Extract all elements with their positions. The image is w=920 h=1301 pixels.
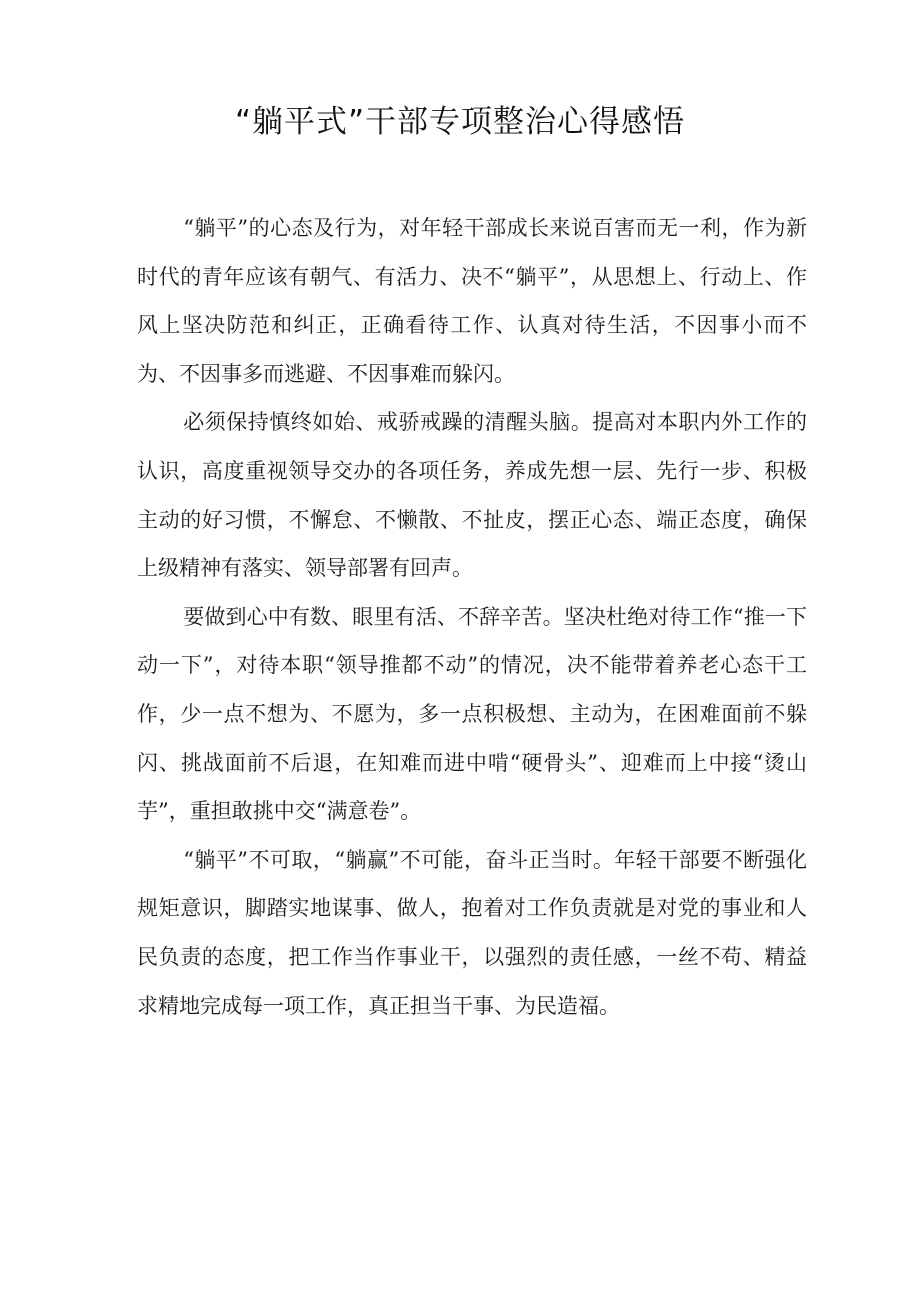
document-body bbox=[137, 204, 807, 1030]
paragraph-1: “躺平”的心态及行为，对年轻干部成长来说百害而无一利，作为新时代的青年应该有朝气、有活力、决不“躺平”，从思想上、行动上、作风上坚决防范和纠正，正确看待工作、认真对待生活，不因事小而不为、不因事多而逃避、不因事难而躲闪。 bbox=[137, 216, 807, 386]
paragraph-2: 必须保持慎终如始、戒骄戒躁的清醒头脑。提高对本职内外工作的认识，高度重视领导交办的各项任务，养成先想一层、先行一步、积极主动的好习惯，不懈怠、不懒散、不扯皮，摆正心态、端正态度，确保上级精神有落实、领导部署有回声。 bbox=[137, 410, 807, 581]
document-title: “躺平式”干部专项整治心得感悟 bbox=[234, 104, 686, 140]
paragraph-4: “躺平”不可取，“躺赢”不可能，奋斗正当时。年轻干部要不断强化规矩意识，脚踏实地谋事、做人，抱着对工作负责就是对党的事业和人民负责的态度，把工作当作事业干，以强烈的责任感，一丝不苟、精益求精地完成每一项工作，真正担当干事、为民造福。 bbox=[137, 847, 807, 1018]
paragraph-3: 要做到心中有数、眼里有活、不辞辛苦。坚决杜绝对待工作“推一下动一下”，对待本职“领导推都不动”的情况，决不能带着养老心态干工作，少一点不想为、不愿为，多一点积极想、主动为，在困难面前不躲闪、挑战面前不后退，在知难而进中啃“硬骨头”、迎难而上中接“烫山芋”，重担敢挑中交“满意卷”。 bbox=[137, 604, 807, 824]
